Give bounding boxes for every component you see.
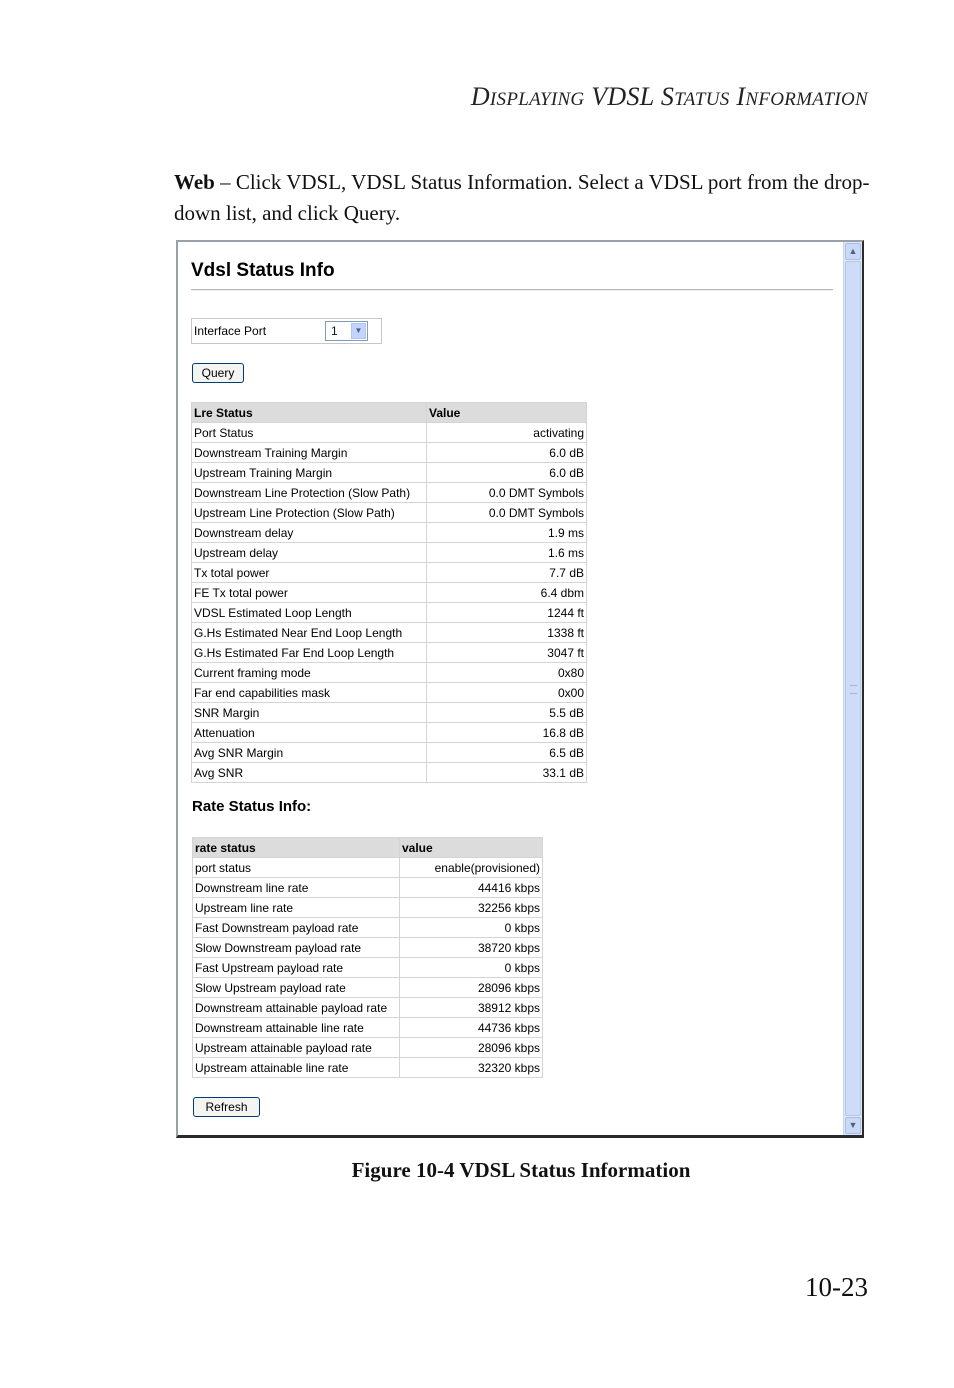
page-title: Vdsl Status Info	[191, 260, 335, 281]
running-head-initial: VDSL	[591, 82, 655, 111]
row-label: Downstream line rate	[193, 878, 400, 898]
table-row	[192, 423, 587, 443]
table-row	[192, 643, 587, 663]
row-value: activating	[427, 423, 587, 443]
row-value: 0x80	[427, 663, 587, 683]
row-value: 38912 kbps	[400, 998, 543, 1018]
interface-port-value: 1	[331, 324, 338, 338]
row-label: SNR Margin	[192, 703, 427, 723]
table-row	[192, 663, 587, 683]
running-head-rest: TATUS	[674, 89, 730, 110]
row-label: Fast Upstream payload rate	[193, 958, 400, 978]
table-row	[192, 623, 587, 643]
chevron-up-icon[interactable]: ▲	[845, 243, 861, 260]
intro-text: – Click VDSL, VDSL Status Information. Select a VDSL port from the drop-down list, and click Query.	[174, 170, 870, 225]
table-row	[192, 463, 587, 483]
row-value: 0.0 DMT Symbols	[427, 483, 587, 503]
row-value: 28096 kbps	[400, 1038, 543, 1058]
row-value: 5.5 dB	[427, 703, 587, 723]
row-label: Current framing mode	[192, 663, 427, 683]
interface-port-label: Interface Port	[194, 324, 267, 338]
table-row	[193, 918, 543, 938]
rate-status-table	[192, 837, 543, 1078]
running-head	[471, 82, 868, 112]
table-row	[192, 523, 587, 543]
row-value: 6.0 dB	[427, 463, 587, 483]
refresh-button[interactable]: Refresh	[193, 1097, 260, 1117]
table-row	[192, 603, 587, 623]
row-value: 6.4 dbm	[427, 583, 587, 603]
row-value: 6.5 dB	[427, 743, 587, 763]
row-value: 0 kbps	[400, 958, 543, 978]
row-value: 33.1 dB	[427, 763, 587, 783]
row-value: 38720 kbps	[400, 938, 543, 958]
table-row	[193, 1058, 543, 1078]
row-label: Avg SNR	[192, 763, 427, 783]
running-head-rest: ISPLAYING	[489, 89, 585, 110]
row-label: Avg SNR Margin	[192, 743, 427, 763]
row-value: 1.9 ms	[427, 523, 587, 543]
row-value: 0x00	[427, 683, 587, 703]
table-row	[193, 958, 543, 978]
running-head-word	[591, 82, 654, 111]
row-label: G.Hs Estimated Far End Loop Length	[192, 643, 427, 663]
vertical-scrollbar[interactable]	[843, 242, 862, 1135]
row-label: Fast Downstream payload rate	[193, 918, 400, 938]
intro-paragraph	[174, 167, 874, 229]
table-row	[192, 483, 587, 503]
row-value: 28096 kbps	[400, 978, 543, 998]
chevron-down-icon[interactable]: ▼	[351, 323, 366, 339]
table-row	[192, 743, 587, 763]
column-header: Lre Status	[192, 403, 427, 423]
running-head-rest: NFORMATION	[745, 89, 868, 110]
row-value: enable(provisioned)	[400, 858, 543, 878]
table-row	[193, 898, 543, 918]
intro-bold-label: Web	[174, 170, 215, 194]
row-value: 32320 kbps	[400, 1058, 543, 1078]
scrollbar-thumb[interactable]	[845, 261, 861, 1116]
table-header-row	[193, 838, 543, 858]
row-value: 7.7 dB	[427, 563, 587, 583]
row-value: 32256 kbps	[400, 898, 543, 918]
row-value: 0.0 DMT Symbols	[427, 503, 587, 523]
rate-status-title: Rate Status Info:	[192, 798, 312, 815]
row-value: 1.6 ms	[427, 543, 587, 563]
row-value: 1338 ft	[427, 623, 587, 643]
row-value: 44416 kbps	[400, 878, 543, 898]
row-value: 1244 ft	[427, 603, 587, 623]
row-value: 6.0 dB	[427, 443, 587, 463]
table-row	[192, 563, 587, 583]
interface-port-select[interactable]	[325, 321, 368, 341]
row-value: 0 kbps	[400, 918, 543, 938]
table-row	[192, 703, 587, 723]
row-label: Downstream delay	[192, 523, 427, 543]
row-value: 16.8 dB	[427, 723, 587, 743]
row-label: Slow Downstream payload rate	[193, 938, 400, 958]
row-label: Downstream attainable line rate	[193, 1018, 400, 1038]
running-head-word	[661, 82, 730, 111]
row-label: Upstream attainable line rate	[193, 1058, 400, 1078]
table-row	[192, 503, 587, 523]
interface-port-row	[191, 318, 382, 344]
row-label: Downstream Line Protection (Slow Path)	[192, 483, 427, 503]
table-row	[192, 683, 587, 703]
figure-caption: Figure 10-4 VDSL Status Information	[351, 1158, 691, 1182]
row-label: Tx total power	[192, 563, 427, 583]
table-row	[193, 1018, 543, 1038]
column-header: value	[400, 838, 543, 858]
row-label: Attenuation	[192, 723, 427, 743]
row-label: Upstream attainable payload rate	[193, 1038, 400, 1058]
grip-icon	[850, 685, 857, 694]
query-button[interactable]: Query	[192, 363, 244, 383]
table-header-row	[192, 403, 587, 423]
table-row	[193, 858, 543, 878]
table-row	[193, 938, 543, 958]
row-label: FE Tx total power	[192, 583, 427, 603]
row-value: 44736 kbps	[400, 1018, 543, 1038]
running-head-initial: I	[736, 82, 746, 111]
running-head-word	[736, 82, 868, 111]
running-head-initial: S	[660, 82, 675, 111]
table-row	[192, 723, 587, 743]
running-head-word	[471, 82, 585, 111]
row-label: G.Hs Estimated Near End Loop Length	[192, 623, 427, 643]
title-divider	[191, 289, 833, 291]
table-row	[193, 1038, 543, 1058]
row-label: VDSL Estimated Loop Length	[192, 603, 427, 623]
table-row	[193, 978, 543, 998]
browser-screenshot	[176, 240, 864, 1138]
table-row	[192, 763, 587, 783]
row-label: Upstream Training Margin	[192, 463, 427, 483]
table-row	[192, 543, 587, 563]
row-label: Port Status	[192, 423, 427, 443]
row-value: 3047 ft	[427, 643, 587, 663]
row-label: Upstream delay	[192, 543, 427, 563]
table-row	[192, 583, 587, 603]
column-header: Value	[427, 403, 587, 423]
chevron-down-icon[interactable]: ▼	[845, 1117, 861, 1134]
lre-status-table	[191, 402, 587, 783]
running-head-initial: D	[470, 82, 490, 111]
table-row	[193, 878, 543, 898]
row-label: port status	[193, 858, 400, 878]
table-row	[193, 998, 543, 1018]
row-label: Upstream Line Protection (Slow Path)	[192, 503, 427, 523]
page-number: 10-23	[805, 1272, 868, 1302]
row-label: Upstream line rate	[193, 898, 400, 918]
row-label: Downstream Training Margin	[192, 443, 427, 463]
row-label: Slow Upstream payload rate	[193, 978, 400, 998]
column-header: rate status	[193, 838, 400, 858]
row-label: Downstream attainable payload rate	[193, 998, 400, 1018]
row-label: Far end capabilities mask	[192, 683, 427, 703]
table-row	[192, 443, 587, 463]
